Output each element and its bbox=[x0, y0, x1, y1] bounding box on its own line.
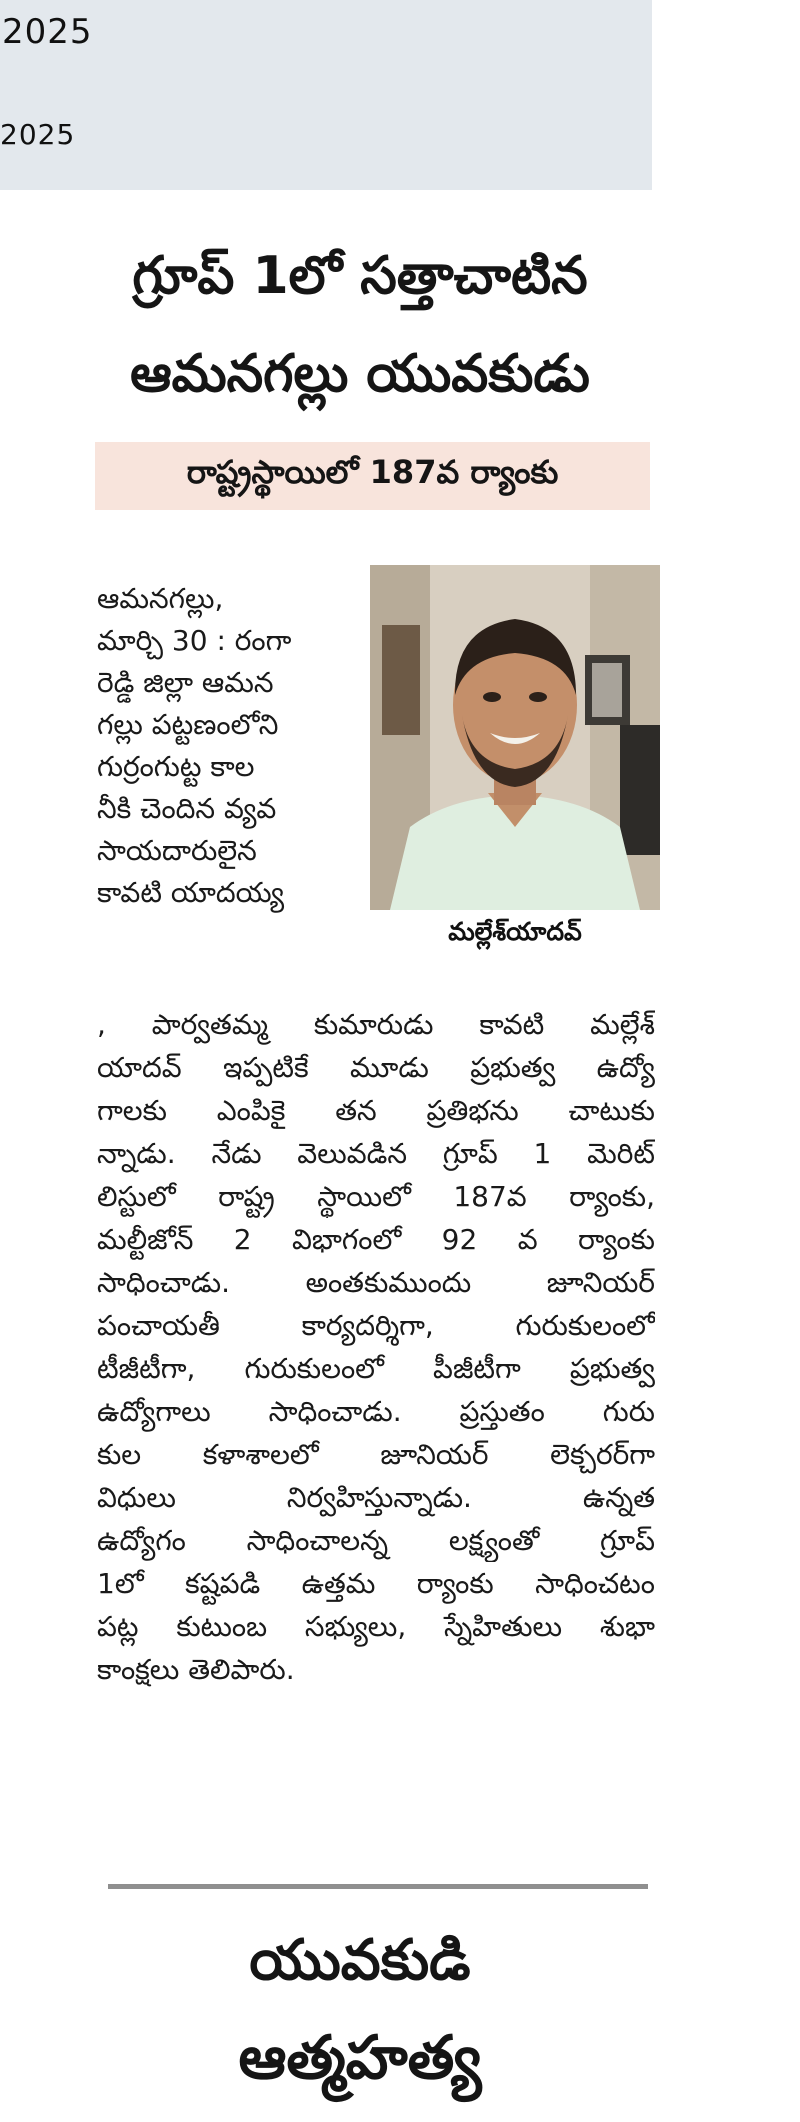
text-line: కావటి యాదయ్య bbox=[97, 876, 285, 909]
text-line: లిస్టులో రాష్ట్ర స్థాయిలో 187వ ర్యాంకు, bbox=[97, 1180, 655, 1213]
headline-line-2: ఆమనగల్లు యువకుడు bbox=[130, 344, 590, 404]
text-line: ఉద్యోగం సాధించాలన్న లక్ష్యంతో గ్రూప్ bbox=[97, 1524, 655, 1557]
text-line: విధులు నిర్వహిస్తున్నాడు. ఉన్నత bbox=[97, 1481, 655, 1514]
text-line: పంచాయతీ కార్యదర్శిగా, గురుకులంలో bbox=[97, 1309, 655, 1342]
article-body bbox=[97, 1003, 655, 1691]
next-headline-line-2: ఆత్మహత్య bbox=[238, 2023, 482, 2093]
text-line: 1లో కష్టపడి ఉత్తమ ర్యాంకు సాధించటం bbox=[97, 1567, 655, 1600]
date-line-1: 2025 bbox=[2, 12, 93, 52]
text-line: సాయదారులైన bbox=[97, 834, 257, 867]
text-line: ఆమనగల్లు, bbox=[97, 582, 224, 615]
section-divider bbox=[108, 1884, 648, 1889]
text-line: న్నాడు. నేడు వెలువడిన గ్రూప్ 1 మెరిట్ bbox=[97, 1137, 655, 1170]
text-line: టీజీటీగా, గురుకులంలో పీజీటీగా ప్రభుత్వ bbox=[97, 1352, 655, 1385]
text-line: యాదవ్ ఇప్పటికే మూడు ప్రభుత్వ ఉద్యో bbox=[97, 1051, 655, 1084]
text-line: మల్టీజోన్ 2 విభాగంలో 92 వ ర్యాంకు bbox=[97, 1223, 655, 1256]
date-line-2: 2025 bbox=[0, 118, 76, 151]
next-headline-line-1: యువకుడి bbox=[249, 1928, 471, 1993]
headline-line-1: గ్రూప్ 1లో సత్తాచాటిన bbox=[132, 246, 588, 306]
photo-caption: మల్లేశ్‌యాదవ్ bbox=[448, 917, 582, 946]
text-line: మార్చి 30 : రంగా bbox=[97, 624, 292, 657]
article-intro-column bbox=[97, 578, 347, 914]
text-line: నీకి చెందిన వ్యవ bbox=[97, 792, 277, 825]
text-line: , పార్వతమ్మ కుమారుడు కావటి మల్లేశ్ bbox=[97, 1008, 655, 1041]
article-photo bbox=[370, 565, 660, 910]
text-line: ఉద్యోగాలు సాధించాడు. ప్రస్తుతం గురు bbox=[97, 1395, 655, 1428]
subheadline-text: రాష్ట్రస్థాయిలో 187వ ర్యాంకు bbox=[186, 453, 559, 491]
text-line: సాధించాడు. అంతకుముందు జూనియర్ bbox=[97, 1266, 655, 1299]
subheadline bbox=[95, 442, 650, 510]
text-line: గుర్రంగుట్ట కాల bbox=[97, 750, 255, 783]
text-line: కాంక్షలు తెలిపారు. bbox=[97, 1653, 295, 1686]
text-line: గాలకు ఎంపికై తన ప్రతిభను చాటుకు bbox=[97, 1094, 655, 1127]
header-date-box bbox=[0, 0, 652, 190]
text-line: కుల కళాశాలలో జూనియర్ లెక్చరర్‌గా bbox=[97, 1438, 655, 1471]
portrait-illustration bbox=[370, 565, 660, 910]
text-line: రెడ్డి జిల్లా ఆమన bbox=[97, 666, 274, 699]
text-line: గల్లు పట్టణంలోని bbox=[97, 708, 279, 741]
text-line: పట్ల కుటుంబ సభ్యులు, స్నేహితులు శుభా bbox=[97, 1610, 655, 1643]
